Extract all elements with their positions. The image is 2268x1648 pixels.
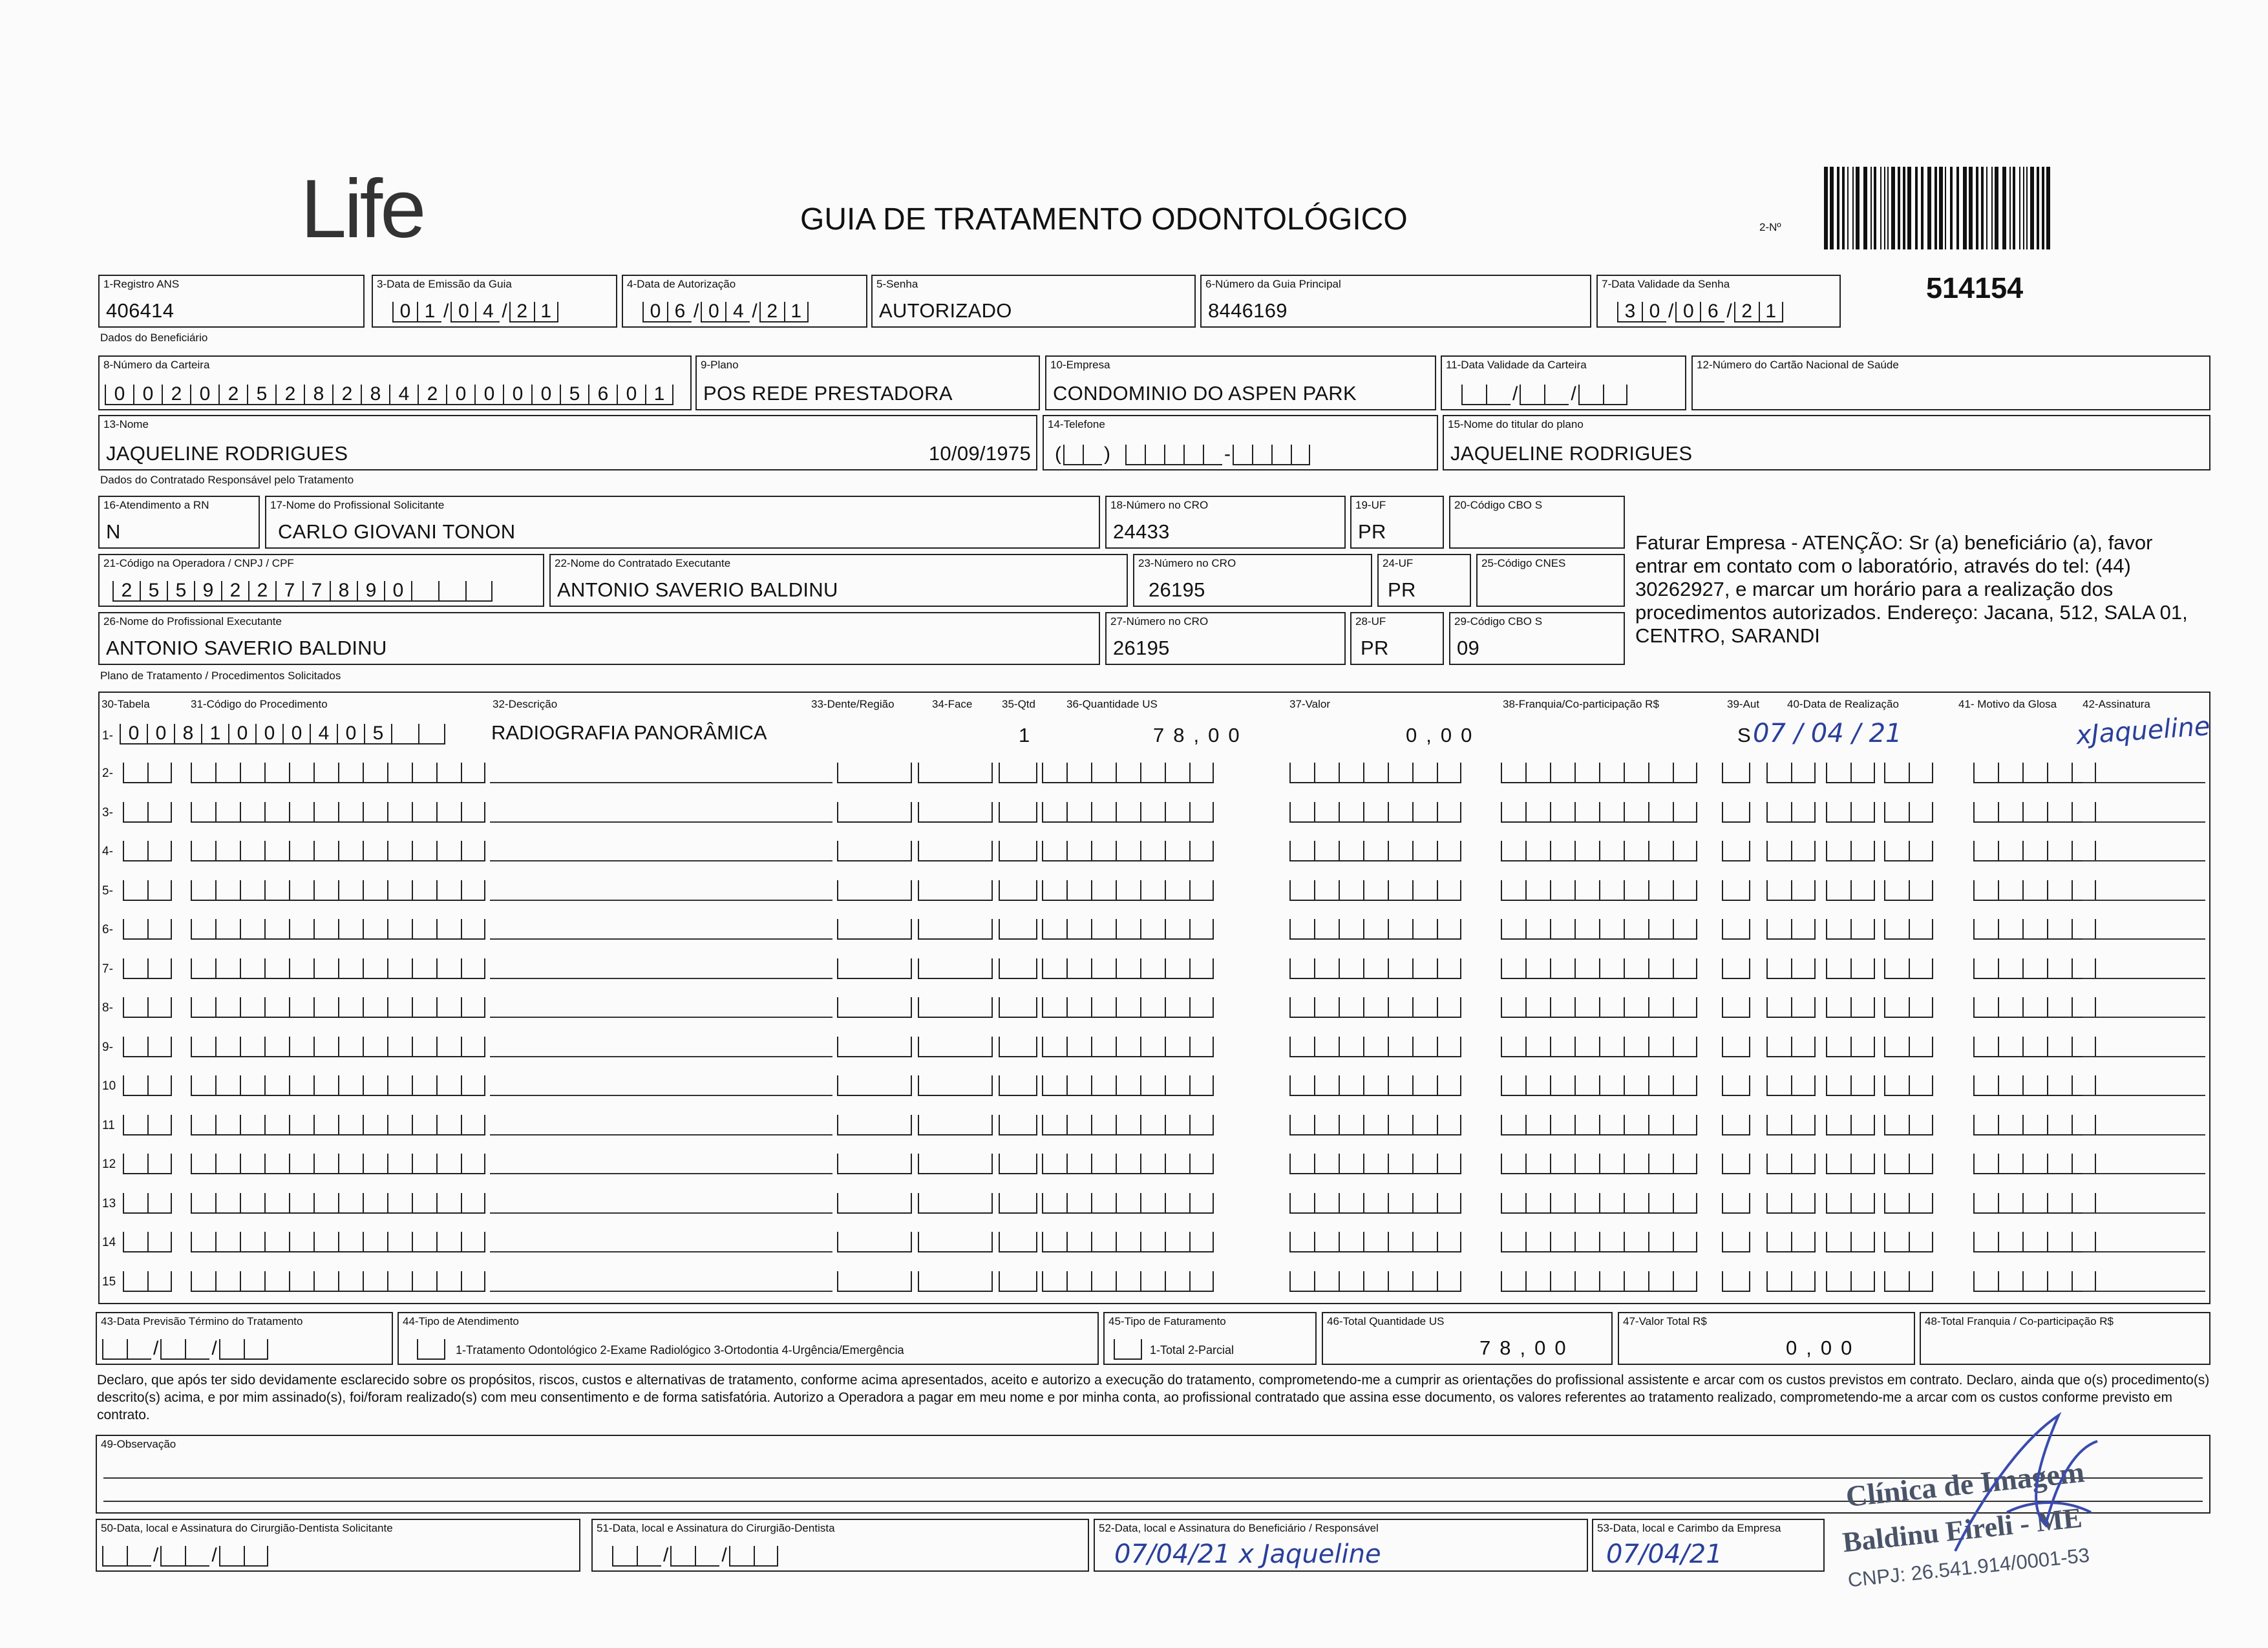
cnpj-cells-digit: 2: [112, 581, 140, 602]
auth-date-cells: 0 6 / 0 4 / 2 1: [642, 297, 809, 322]
beneficiary-signature: 07/04/21 x Jaqueline: [1114, 1539, 1381, 1569]
cnpj-cells-digit: 5: [140, 581, 167, 602]
proc-code-cells-digit: 0: [282, 724, 310, 745]
cnpj-cells-digit: 7: [302, 581, 330, 602]
field-19-uf: 19-UF PR: [1350, 496, 1444, 549]
row-1-aut: S: [1737, 724, 1751, 746]
section-beneficiario: Dados do Beneficiário: [100, 332, 208, 344]
field-1-registro-ans: 1-Registro ANS 406414: [98, 275, 365, 328]
card-cells-digit: 2: [162, 385, 190, 405]
card-cells-digit: 2: [332, 385, 361, 405]
col-franquia: 38-Franquia/Co-participação R$: [1503, 698, 1659, 710]
cnpj-cells-digit: 0: [384, 581, 411, 602]
field-50-assinatura-solicitante: 50-Data, local e Assinatura do Cirurgião-Dentista Solicitante / /: [96, 1519, 580, 1572]
validity-date-cells: 3 0 / 0 6 / 2 1: [1617, 297, 1783, 322]
field-11-validade-carteira: 11-Data Validade da Carteira / /: [1441, 355, 1686, 410]
card-cells-digit: 2: [275, 385, 304, 405]
field-29-cbo: 29-Código CBO S 09: [1449, 612, 1625, 665]
cnpj-cells-digit: [411, 581, 438, 602]
proc-code-cells-digit: 1: [201, 724, 228, 745]
field-48-total-franquia: 48-Total Franquia / Co-participação R$: [1920, 1312, 2210, 1365]
cnpj-cells-digit: [438, 581, 465, 602]
card-cells-digit: 0: [474, 385, 503, 405]
row-number: 4-: [102, 845, 113, 858]
row-number: 2-: [102, 766, 113, 780]
field-22-contratado-executante: 22-Nome do Contratado Executante ANTONIO SAVERIO BALDINU: [549, 554, 1128, 607]
card-cells-digit: 0: [446, 385, 474, 405]
field-28-uf: 28-UF PR: [1350, 612, 1444, 665]
field-43-previsao: 43-Data Previsão Término do Tratamento / /: [96, 1312, 393, 1365]
card-cells-digit: 4: [389, 385, 418, 405]
section-contratado: Dados do Contratado Responsável pelo Tratamento: [100, 474, 354, 486]
field-27-cro: 27-Número no CRO 26195: [1105, 612, 1346, 665]
row-1-value: 0,00: [1406, 724, 1481, 746]
row-number: 6-: [102, 923, 113, 936]
card-cells-digit: 0: [617, 385, 645, 405]
proc-code-cells-digit: 0: [228, 724, 255, 745]
field-12-cartao-nacional: 12-Número do Cartão Nacional de Saúde: [1691, 355, 2210, 410]
row-number: 13: [102, 1196, 116, 1210]
proc-code-cells-digit: 0: [255, 724, 282, 745]
field-21-codigo-operadora: 21-Código na Operadora / CNPJ / CPF 2 5 5 9 2 2 7 7 8 9 0: [98, 554, 544, 607]
proc-code-cells-digit: 5: [364, 724, 391, 745]
col-qtd: 35-Qtd: [1002, 698, 1035, 710]
cnpj-cells-digit: 7: [275, 581, 302, 602]
col-codigo: 31-Código do Procedimento: [191, 698, 328, 710]
col-assinatura: 42-Assinatura: [2083, 698, 2150, 710]
col-motivo-glosa: 41- Motivo da Glosa: [1958, 698, 2057, 710]
card-cells-digit: 5: [247, 385, 275, 405]
field-13-nome: 13-Nome JAQUELINE RODRIGUES 10/09/1975: [98, 415, 1037, 470]
col-descricao: 32-Descrição: [493, 698, 558, 710]
card-cells-digit: 0: [503, 385, 531, 405]
field-45-tipo-faturamento: 45-Tipo de Faturamento 1-Total 2-Parcial: [1103, 1312, 1317, 1365]
signature-scribble: [1929, 1402, 2123, 1564]
field-10-empresa: 10-Empresa CONDOMINIO DO ASPEN PARK: [1045, 355, 1436, 410]
guide-number-label: 2-Nº: [1759, 221, 1781, 233]
cnpj-cells-digit: 2: [248, 581, 275, 602]
company-date: 07/04/21: [1606, 1539, 1722, 1569]
field-17-profissional-solicitante: 17-Nome do Profissional Solicitante CARLO GIOVANI TONON: [265, 496, 1100, 549]
proc-code-cells-digit: 0: [120, 724, 147, 745]
row-1-qty: 1: [1019, 724, 1030, 746]
row-1-us: 78,00: [1153, 724, 1249, 746]
company-stamp-line2: Baldinu Eireli - ME: [1841, 1501, 2084, 1559]
field-53-carimbo-empresa: 53-Data, local e Carimbo da Empresa 07/04/21: [1592, 1519, 1825, 1572]
field-14-telefone: 14-Telefone ( ) -: [1043, 415, 1438, 470]
col-valor: 37-Valor: [1289, 698, 1330, 710]
company-stamp-line3: CNPJ: 26.541.914/0001-53: [1847, 1543, 2091, 1592]
guide-number: 514154: [1926, 271, 2024, 304]
row-number: 7-: [102, 962, 113, 976]
card-cells-digit: 5: [560, 385, 588, 405]
proc-code-cells-digit: 0: [147, 724, 174, 745]
card-cells-digit: 2: [418, 385, 446, 405]
proc-code-cells-digit: 4: [310, 724, 337, 745]
field-15-titular: 15-Nome do titular do plano JAQUELINE RODRIGUES: [1443, 415, 2210, 470]
card-cells-digit: 0: [105, 385, 133, 405]
issue-date-cells: 0 1 / 0 4 / 2 1: [392, 297, 558, 322]
cnpj-cells-digit: 9: [357, 581, 384, 602]
cnpj-cells-digit: 9: [194, 581, 221, 602]
row-number: 12: [102, 1157, 116, 1171]
field-47-valor-total: 47-Valor Total R$ 0,00: [1618, 1312, 1915, 1365]
col-aut: 39-Aut: [1727, 698, 1760, 710]
field-46-total-us: 46-Total Quantidade US 78,00: [1322, 1312, 1613, 1365]
col-face: 34-Face: [932, 698, 973, 710]
field-18-cro: 18-Número no CRO 24433: [1105, 496, 1346, 549]
section-plano: Plano de Tratamento / Procedimentos Solicitados: [100, 670, 341, 682]
card-cells-digit: 8: [361, 385, 389, 405]
card-number-cells: [105, 379, 673, 405]
row-number: 3-: [102, 805, 113, 819]
row-number: 8-: [102, 1001, 113, 1015]
field-23-cro: 23-Número no CRO 26195: [1133, 554, 1372, 607]
col-dente: 33-Dente/Região: [811, 698, 895, 710]
field-8-carteira: 8-Número da Carteira 0 0 2 0 2 5 2 8 2 8 4 2 0 0 0 0 5 6 0 1: [98, 355, 692, 410]
cnpj-cells-digit: [465, 581, 493, 602]
field-44-tipo-atendimento: 44-Tipo de Atendimento 1-Tratamento Odontológico 2-Exame Radiológico 3-Ortodontia 4-Urgência/Emergência: [397, 1312, 1099, 1365]
field-5-senha: 5-Senha AUTORIZADO: [871, 275, 1196, 328]
field-26-profissional-executante: 26-Nome do Profissional Executante ANTONIO SAVERIO BALDINU: [98, 612, 1100, 665]
field-7-validade-senha: 7-Data Validade da Senha 3 0 / 0 6 / 2 1: [1596, 275, 1841, 328]
row-number: 9-: [102, 1040, 113, 1054]
proc-code-cells-digit: [391, 724, 418, 745]
proc-code-cells-digit: 8: [174, 724, 201, 745]
page-title: GUIA DE TRATAMENTO ODONTOLÓGICO: [800, 202, 1408, 237]
card-cells-digit: 0: [133, 385, 162, 405]
card-cells-digit: 6: [588, 385, 617, 405]
row-1-number: 1-: [102, 729, 113, 743]
card-cells-digit: 0: [190, 385, 218, 405]
card-cells-digit: 0: [531, 385, 560, 405]
col-data-realizacao: 40-Data de Realização: [1787, 698, 1899, 710]
cnpj-cells-digit: 8: [330, 581, 357, 602]
cnpj-cells-digit: 2: [221, 581, 248, 602]
row-1-signature: xJaqueline: [2075, 711, 2211, 751]
card-cells-digit: 2: [218, 385, 247, 405]
attention-notice: Faturar Empresa - ATENÇÃO: Sr (a) beneficiário (a), favor entrar em contato com o laboratório, através do tel: (44) 30262927, e marcar um horário para a realização dos procedimentos autorizados. Endereço: Jacana, 512, SALA 01, CENTRO, SARANDI: [1635, 531, 2188, 647]
field-52-assinatura-beneficiario: 52-Data, local e Assinatura do Beneficiário / Responsável 07/04/21 x Jaqueline: [1094, 1519, 1588, 1572]
proc-code-cells-digit: 0: [337, 724, 364, 745]
field-49-observacao: 49-Observação: [96, 1435, 2210, 1514]
logo: Life: [301, 163, 424, 255]
card-cells-digit: 1: [645, 385, 673, 405]
field-25-cnes: 25-Código CNES: [1476, 554, 1625, 607]
field-51-assinatura-dentista: 51-Data, local e Assinatura do Cirurgião-Dentista / /: [591, 1519, 1089, 1572]
field-20-cbo: 20-Código CBO S: [1449, 496, 1625, 549]
birth-date: 10/09/1975: [928, 442, 1031, 465]
company-stamp-line1: Clínica de Imagem: [1844, 1455, 2086, 1514]
row-number: 14: [102, 1236, 116, 1249]
field-16-atendimento-rn: 16-Atendimento a RN N: [98, 496, 260, 549]
row-number: 5-: [102, 883, 113, 898]
row-1-date-handwritten: 07 / 04 / 21: [1753, 719, 1902, 748]
declaration-text: Declaro, que após ter sido devidamente esclarecido sobre os propósitos, riscos, custos e alternativas de tratamento, conforme acima apresentados, aceito e autorizo a execução do tratamento, comprometendo-me a cumprir as orientações do profissional assistente e arcar com os custos previstos em contrato. Declaro, ainda que o(s) procedimento(s) descrito(s) acima, e por mim assinado(s), foi/foram realizado(s) com meu consentimento e de forma satisfatória. Autorizo a Operadora a pagar em meu nome e por minha conta, ao profissional contratado que assina esse documento, os valores referentes ao tratamento realizado, comprometendo-me a arcar com os custos conforme previsto em contrato.: [97, 1373, 2210, 1422]
proc-code-cells-digit: [418, 724, 445, 745]
row-number: 15: [102, 1274, 116, 1289]
field-4-data-autorizacao: 4-Data de Autorização 0 6 / 0 4 / 2 1: [622, 275, 867, 328]
field-24-uf: 24-UF PR: [1377, 554, 1471, 607]
col-tabela: 30-Tabela: [101, 698, 150, 710]
row-1-description: RADIOGRAFIA PANORÂMICA: [491, 721, 767, 744]
col-quantidade-us: 36-Quantidade US: [1066, 698, 1158, 710]
row-1-code-cells: [120, 719, 445, 745]
barcode: [1824, 167, 2050, 251]
cnpj-cells-digit: 5: [167, 581, 194, 602]
card-cells-digit: 8: [304, 385, 332, 405]
row-number: 11: [102, 1118, 115, 1132]
field-6-guia-principal: 6-Número da Guia Principal 8446169: [1200, 275, 1591, 328]
field-3-data-emissao: 3-Data de Emissão da Guia 0 1 / 0 4 / 2 1: [372, 275, 617, 328]
row-number: 10: [102, 1079, 116, 1093]
field-9-plano: 9-Plano POS REDE PRESTADORA: [695, 355, 1040, 410]
cnpj-cells: [112, 576, 493, 602]
